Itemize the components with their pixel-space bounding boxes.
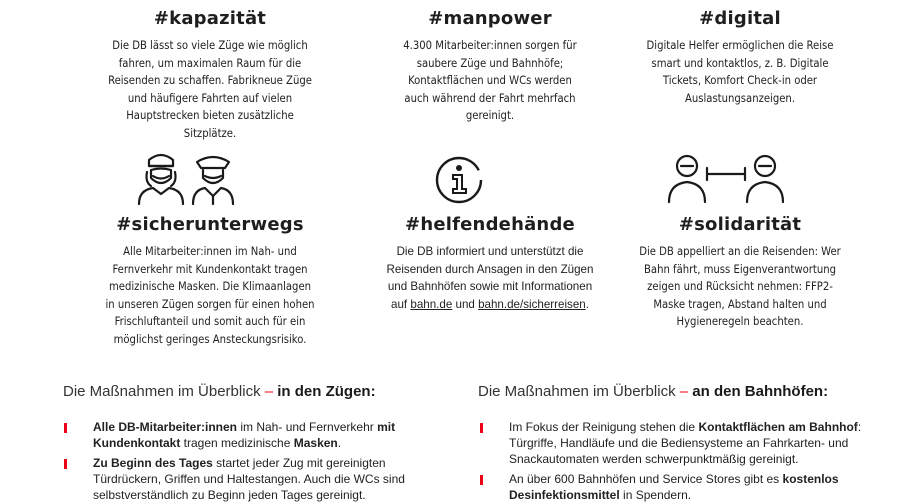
sicherunterwegs-block [55, 214, 365, 348]
text-line: zeigen und Rücksicht nehmen: FFP2- [647, 280, 833, 293]
solidaritaet-tag: #solidarität [678, 214, 802, 235]
text-line: Tickets, Komfort Check-in oder [662, 74, 818, 87]
distance-icon [667, 152, 787, 204]
sicherreisen-link[interactable]: bahn.de/sicherreisen [478, 297, 586, 311]
text-fragment: tragen medizinische [180, 436, 294, 450]
text-line [509, 419, 889, 435]
text-line: Hygieneregeln beachten. [676, 315, 804, 328]
section-title-dash: – [260, 383, 278, 400]
text-line: auch während der Fahrt mehrfach [404, 91, 576, 105]
text-line: und Bahnhöfen sowie mit Informationen [387, 280, 593, 293]
section-title-bahnhoefe [478, 383, 828, 400]
text-line: und häufigere Fahrten auf vielen [127, 91, 293, 105]
section-title-dash: – [675, 383, 693, 400]
text-line: Snackautomaten werden schwerpunktmäßig gereinigt. [509, 452, 799, 466]
text-line: 4.300 Mitarbeiter:innen sorgen für [403, 39, 577, 52]
text-line: Maske tragen, Abstand halten und [653, 297, 827, 311]
section-title-prefix: Die Maßnahmen im Überblick [63, 383, 261, 400]
text-line [509, 487, 889, 503]
text-fragment: Alle DB-Mitarbeiter:innen [93, 420, 238, 434]
sicherunterwegs-text [55, 243, 365, 348]
digital-block [575, 8, 905, 107]
text-fragment: in Spendern. [619, 488, 692, 502]
info-icon [434, 155, 484, 205]
text-fragment: und [452, 297, 479, 311]
text-line: gereinigt. [465, 109, 515, 122]
text-line [509, 471, 889, 487]
text-line [93, 435, 433, 451]
right-bullet-1 [509, 419, 889, 467]
text-line: Hauptstrecken bieten zusätzliche [126, 109, 294, 122]
text-fragment: An über 600 Bahnhöfen und Service Stores gibt es [509, 472, 783, 486]
kapazitaet-text [55, 37, 365, 142]
text-line: Alle Mitarbeiter:innen im Nah- und [123, 245, 297, 258]
text-fragment: Kundenkontakt [93, 436, 181, 450]
text-line: smart und kontaktlos, z. B. Digitale [651, 56, 829, 70]
text-line: Türgriffe, Handläufe und die Bediensysteme an Fahrkarten- und [509, 436, 849, 450]
text-line: Reisenden zu schaffen. Fabrikneue Züge [108, 74, 312, 87]
bullet-marker [480, 423, 483, 433]
text-line: Frischluftanteil und somit auch für ein [114, 315, 306, 328]
text-line: Reisenden durch Ansagen in den Zügen [386, 262, 594, 276]
text-fragment: startet jeder Zug mit gereinigten [212, 456, 386, 470]
text-line: Fernverkehr mit Kundenkontakt tragen [112, 262, 308, 276]
left-bullet-1 [93, 419, 433, 451]
text-fragment: auf [391, 297, 411, 311]
digital-text [575, 37, 905, 107]
text-fragment: kostenlos [782, 472, 839, 486]
manpower-tag: #manpower [428, 8, 552, 29]
section-title-zuege [63, 383, 376, 400]
bullet-marker [64, 423, 67, 433]
digital-tag: #digital [699, 8, 781, 29]
helfendehaende-tag: #helfendehände [405, 214, 575, 235]
kapazitaet-block [55, 8, 365, 142]
text-fragment: . [337, 436, 342, 450]
section-title-prefix: Die Maßnahmen im Überblick [478, 383, 676, 400]
text-line: in unseren Zügen sorgen für einen hohen [105, 297, 315, 311]
text-fragment: Masken [293, 436, 338, 450]
text-line: Auslastungsanzeigen. [684, 91, 796, 105]
section-title-bold: in den Zügen: [277, 383, 376, 400]
text-fragment: . [585, 297, 589, 311]
text-line: Bahn fährt, muss Eigenverantwortung [644, 262, 836, 276]
text-line: medizinische Masken. Die Klimaanlagen [108, 280, 312, 293]
text-line: Digitale Helfer ermöglichen die Reise [646, 39, 834, 52]
text-fragment: mit [377, 420, 396, 434]
text-line: Die DB appelliert an die Reisenden: Wer [639, 245, 841, 258]
text-line: Die DB informiert und unterstützt die [396, 245, 584, 258]
staff-masks-icon [133, 150, 249, 206]
section-title-bold: an den Bahnhöfen: [692, 383, 829, 400]
text-line: Sitzplätze. [183, 126, 237, 140]
text-line: möglichst geringes Ansteckungsrisiko. [113, 332, 307, 346]
left-bullet-2 [93, 455, 453, 503]
text-fragment: Desinfektionsmittel [509, 488, 620, 502]
bullet-marker [64, 459, 67, 469]
text-fragment: Zu Beginn des Tages [93, 456, 213, 470]
bullet-marker [480, 475, 483, 485]
text-fragment: : [857, 420, 862, 434]
text-line: selbstverständlich zu Beginn jeden Tages gereinigt. [93, 488, 366, 502]
bahn-de-link[interactable]: bahn.de [410, 297, 453, 311]
sicherunterwegs-tag: #sicherunterwegs [116, 214, 304, 235]
text-line: Türdrückern, Griffen und Haltestangen. Auch die WCs sind [93, 472, 405, 486]
solidaritaet-text [575, 243, 905, 331]
kapazitaet-tag: #kapazität [153, 8, 267, 29]
text-line [93, 419, 433, 435]
text-line: saubere Züge und Bahnhöfe; [416, 56, 564, 70]
text-line: Kontaktflächen und WCs werden [408, 74, 572, 87]
text-line: fahren, um maximalen Raum für die [118, 56, 302, 70]
solidaritaet-block [575, 214, 905, 331]
text-fragment: Im Fokus der Reinigung stehen die [509, 420, 699, 434]
text-line: Die DB lässt so viele Züge wie möglich [112, 39, 308, 52]
text-fragment: im Nah- und Fernverkehr [237, 420, 378, 434]
right-bullet-2 [509, 471, 889, 503]
text-fragment: Kontaktflächen am Bahnhof [698, 420, 858, 434]
text-line [93, 455, 453, 471]
